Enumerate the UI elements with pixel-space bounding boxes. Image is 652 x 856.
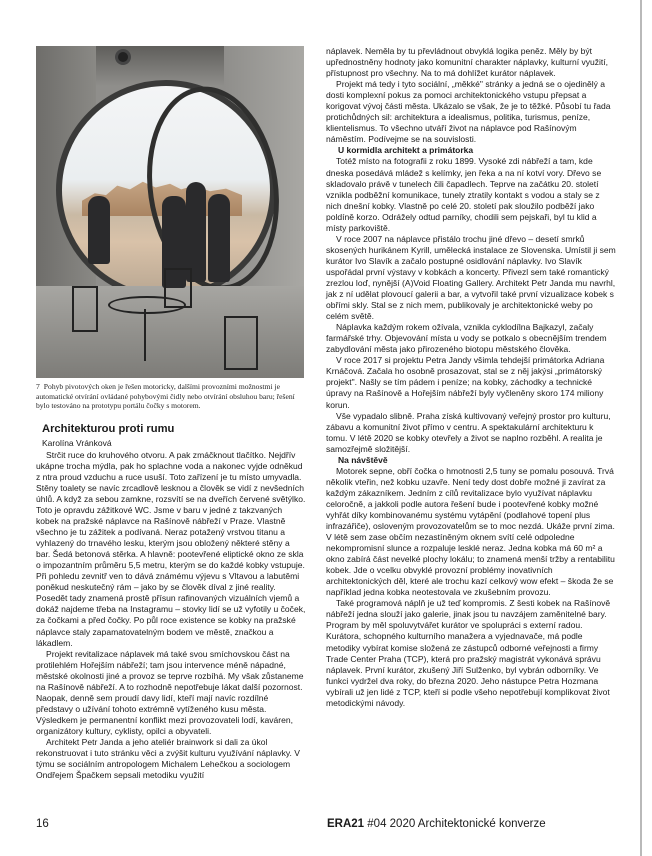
photo-round-window-kobka — [36, 46, 304, 378]
paragraph: Projekt revitalizace náplavek má také svou smíchovskou část na protilehlém Hořejším nábřeží; tam jsou intervence méně nápadné, městské okolnosti jiné a provoz se teprve rozbíhá. My však zůstaneme na Rašínově nábřeží. A to rozhodně nepotřebuje lákat další pozornost. Naopak, denně sem proudí davy lidí, kteří mají navíc rozdílné představy o užívání tohoto extrémně vytíženého kusu města. Výsledkem je permanentní konflikt mezi provozovateli lodí, kaváren, organizátory kultury, cyklisty, opilci a obyvateli. — [36, 648, 304, 736]
caption-text: Pohyb pivotových oken je řešen motoricky, dalšími provozními možnostmi je automatické otvírání ovládané pohybovými čidly nebo otvírání obsluhou baru; řešení bylo testováno na prototypu portálu čočky s motorem. — [36, 382, 295, 411]
person-silhouette — [88, 196, 110, 264]
paragraph: Architekt Petr Janda a jeho ateliér brainwork si dali za úkol rekonstruovat i tuto stránku věci a zvýšit kulturu využívání náplavky. V týmu se sociálním antropologem Michalem Lehečkou a sociologem Ondřejem Špačkem sepsali metodiku využití — [36, 737, 300, 781]
paragraph: Motorek sepne, obří čočka o hmotnosti 2,5 tuny se pomalu posouvá. Trvá několik vteřin, než kobku uzavře. Není tedy dost dobře možné ji zavírat za každým zákazníkem. Jedním z cílů revitalizace bylo využívat náplavku celoročně, a jakkoli podle autora řešení bude i pootevřené kobky možné vyhřát díky kombinovanému systému vytápění (podlahové topení plus infrazářiče), osloveným provozovatelům se to moc nezdá. Ukáže první zima. V létě sem zase občím nezastíněným oknem svítí celé odpoledne nekompromisní slunce a rozpaluje lesklé neraz. Jedna kobka má 60 m² a okno zabírá část nevelké plochy lokálu; to znamená menší tržby a rentabilitu kobek. Jde o vcelku obvyklé provozní problémy inovativních architektonických děl, které ale trochu kazí celkový wow efekt – škoda že se například jedna kobka neotestovala ve zkušebním provozu. — [326, 465, 615, 598]
paragraph: Také programová náplň je už teď kompromis. Z šesti kobek na Rašínově nábřeží jedna slouží jako galerie, jinak jsou tu navzájem zaměnitelné bary. Program by měl spoluvytvářet kurátor ve spolupráci s externí radou. Kurátora, schopného kulturního manažera a vyjednavače, má podle metodiky vybírat komise složená ze zástupců odborné veřejnosti a firmy Trade Center Praha (TCP), která pro pražský magistrát vykonává správu náplavek. První kurátor, zkušený Jiří Sulženko, byl vybrán odborníky. Ve funkci vydržel dva roky, do března 2020. Jeho nástupce Petra Hozmana vybírali už jen lidé z TCP, kteří si podle všeho nepotřebují komplikovat život metodickými návody. — [326, 598, 611, 708]
paragraph: Projekt má tedy i tyto sociální, „měkké" stránky a jedná se o ojedinělý a dosti komplexní pokus za pomoci architektonického vstupu přepsat a korigovat vývoj části města. Ukázalo se však, že je to těžké. Působí tu řada protichůdných sil: architektura a idealismus, politika, turismus, peníze, klientelismus. To všechno utváří život na náplavce pod Rašínovým náměstím. Podívejme se na souvislosti. — [326, 79, 611, 145]
paragraph: náplavek. Neměla by tu převládnout obvyklá logika peněz. Měly by být upřednostněny hodnoty jako komunitní charakter náplavky, kulturní využití, přístupnost pro všechny. Na to má dohlížet kurátor náplavek. — [326, 46, 609, 79]
person-silhouette — [186, 182, 206, 282]
bistro-chair — [164, 268, 192, 308]
ceiling-light — [118, 52, 128, 62]
paragraph: V roce 2007 na náplavce přistálo trochu jiné dřevo – desetí smrků skosených hurikánem Kyrill, umělecká instalace ze Slovenska. Umístil ji sem kurátor Ivo Slavík a začalo postupné osidlování náplavky. Ivo Slavík uspořádal první výstavy v kobkách a koncerty. Přivezl sem také romantický zrezlou loď, nynější (A)Void Floating Gallery. Architekt Petr Janda mu navrhl, jak z ní udělat plovoucí galerii a bar, a vytvořil také první vizualizace kobek s obřími skly. Stal se z nich mem, publikovaly je architektonické weby po celém světě. — [326, 233, 616, 322]
section-subheading: U kormidla architekt a primátorka — [338, 145, 474, 156]
magazine-name: ERA21 — [327, 818, 365, 830]
magazine-footer — [327, 818, 546, 830]
paragraph: V roce 2017 si projektu Petra Jandy všimla tehdejší primátorka Adriana Krnáčová. Začala ho osobně prosazovat, stal se z něj jakýsi „primátorský projekt". Našly se tím pádem i peníze; na kobky, záchodky a technické úpravy na Rašínově a Hořejším nábřeží byly vyčleněny skoro 174 miliony korun. — [326, 355, 605, 410]
issue-info: #04 2020 Architektonické konverze — [367, 818, 546, 830]
right-column — [326, 46, 616, 709]
left-column — [36, 46, 306, 781]
article-author: Karolína Vránková — [42, 437, 112, 448]
section-subheading: Na návštěvě — [338, 454, 388, 465]
paragraph: Totéž místo na fotografii z roku 1899. Vysoké zdi nábřeží a tam, kde dneska posedává mládež s kelímky, jen řeka a na ní kotví vory. Dřevo se skladovalo právě v tunelech čili čapadlech. Teprve na začátku 20. století vznikla podběžní komunikace, tunely ztratily kontakt s vodou a staly se z nich dnešní kobky. Vlastně po celé 20. století pak sloužilo podběží jako poldíně korzo. Odrážely odtud parníky, chodili sem pejskaři, byl tu klid a místy parkoviště. — [326, 156, 602, 233]
page-edge-rule — [640, 0, 642, 856]
bistro-chair — [224, 316, 258, 370]
caption-number: 7 — [36, 382, 40, 391]
person-silhouette — [208, 194, 230, 282]
paragraph: Vše vypadalo slibně. Praha získá kultivovaný veřejný prostor pro kulturu, zábavu a komunitní život přímo v centru. A spektakulární architekturu k tomu. V létě 2020 se kobky otevřely a život se naplno rozběhl. A realita je samozřejmě složitější. — [326, 410, 611, 454]
page-number: 16 — [36, 818, 49, 830]
article-title: Architekturou proti rumu — [42, 422, 175, 435]
paragraph: Strčit ruce do kruhového otvoru. A pak zmáčknout tlačítko. Nejdřív ukápne trocha mýdla, pak ho splachne voda a nakonec vyjde odněkud z ntra proud vzduchu a ruce usuší. Toto zařízení je tu místo umyvadla. Stěny toalety se navíc zrcadlově lesknou a člověk se vidí z nevšedních úhlů. A když za sebou zamkne, rozsvítí se na dveřích červené světýlko. Toto je opravdu zážitkové WC. Jsme v baru v jedné z takzvaných kobek na pražské náplavce na Rašínově nábřeží v Praze. Vlastně všechno je tu zážitek a podívaná. Neraz potažený vrstvou titanu a vyhlazený do trnavého lesku, kterým jsou obložený některé stěny a bar. Šedá betonová stěrka. A hlavně: pootevřené eliptické okno ze skla o impozantním průměru 5,5 metru, kterým se do každé kobky vstupuje. Při pohledu zevnitř ven to dává známému výjevu s Vltavou a labutěmi poněkud neskutečný rám – jako by se člověk díval z jiné reality. Posedět tady znamená prostě přísun rafinovaných vizuálních vjemů a dokáž najdeme třeba na Instagramu – stovky lidí se už vyfotily u čoček, za čočkami a před čočky. Po půl roce existence se kobky na pražské náplavce staly zapamatovatelným bodem ve městě, značkou a lákadlem. — [36, 449, 306, 648]
paragraph: Náplavka každým rokem ožívala, vznikla cyklodílna Bajkazyl, začaly farmářské trhy. Objevování místa u vody se potkalo s obecnějším trendem zabydlování města jako přirozeného biotopu městského člověka. — [326, 322, 607, 355]
photo-caption — [36, 382, 304, 411]
left-body-text — [36, 450, 306, 781]
bistro-chair — [72, 286, 98, 332]
